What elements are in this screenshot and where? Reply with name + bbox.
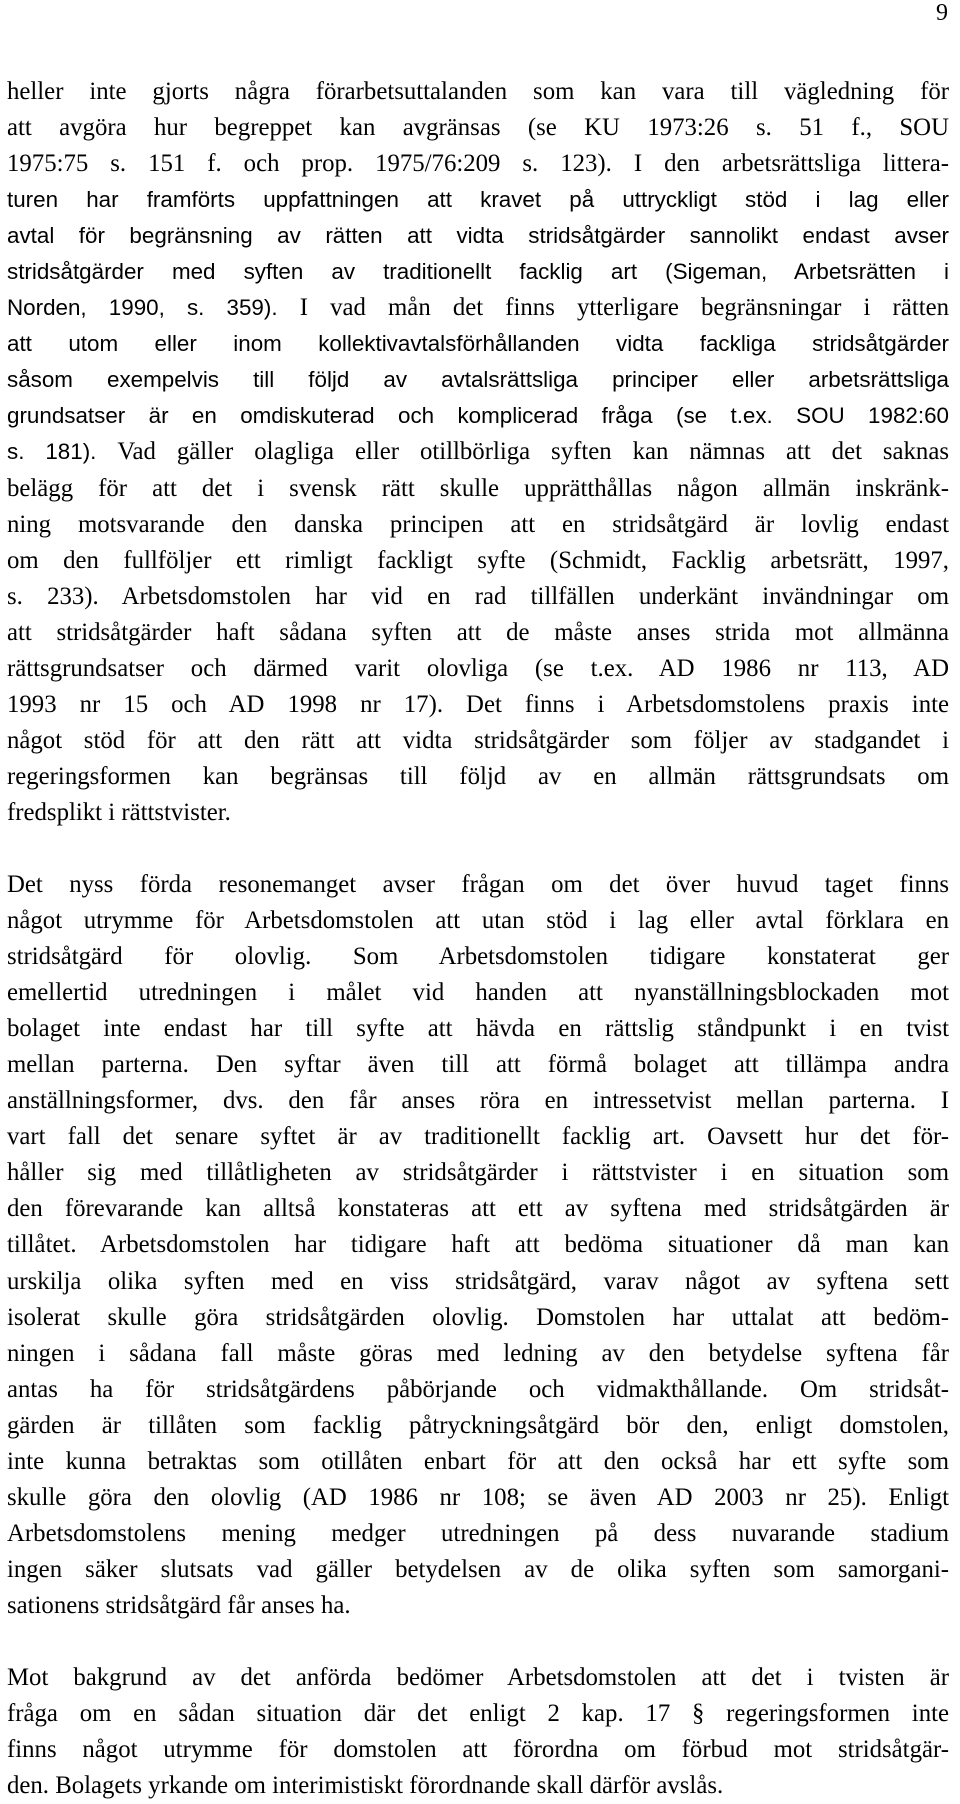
text-line: urskilja olika syften med en viss stridsåtgärd, varav något av syftena sett	[7, 1267, 949, 1295]
text-line: att utom eller inom kollektivavtalsförhållanden vidta fackliga stridsåtgärder	[7, 331, 949, 357]
text-line: bolaget inte endast har till syfte att hävda en rättslig ståndpunkt i en tvist	[7, 1015, 949, 1043]
text-line: Mot bakgrund av det anförda bedömer Arbetsdomstolen att det i tvisten är	[7, 1663, 949, 1691]
text-line: heller inte gjorts några förarbetsuttalanden som kan vara till vägledning för	[7, 78, 949, 105]
text-line: belägg för att det i svensk rätt skulle upprätthållas någon allmän inskränk-	[7, 474, 949, 502]
text-line: Arbetsdomstolens mening medger utredningen på dess nuvarande stadium	[7, 1519, 949, 1547]
text-line: gärden är tillåten som facklig påtryckningsåtgärd bör den, enligt domstolen,	[7, 1411, 949, 1439]
text-line: ning motsvarande den danska principen att en stridsåtgärd är lovlig endast	[7, 510, 949, 538]
text-line: mellan parterna. Den syftar även till att förmå bolaget att tillämpa andra	[7, 1051, 949, 1079]
text-line: att avgöra hur begreppet kan avgränsas (se KU 1973:26 s. 51 f., SOU	[7, 114, 949, 142]
paragraph-1	[7, 74, 949, 831]
text-segment: I den arbetsrättsliga littera-	[633, 150, 950, 178]
page-number: 9	[936, 0, 948, 26]
text-line: ningen i sådana fall måste göras med ledning av den betydelse syftena får	[7, 1339, 949, 1367]
text-line: avtal för begränsning av rätten att vidta stridsåtgärder sannolikt endast avser	[7, 223, 949, 249]
text-segment: Norden, 1990, s. 359).	[7, 295, 300, 321]
text-line: rättsgrundsatser och därmed varit olovliga (se t.ex. AD 1986 nr 113, AD	[7, 654, 949, 682]
text-line: den. Bolagets yrkande om interimistiskt förordnande skall därför avslås.	[7, 1772, 724, 1800]
paragraph-3	[7, 1660, 949, 1804]
text-line	[7, 290, 949, 326]
text-line: grundsatser är en omdiskuterad och komplicerad fråga (se t.ex. SOU 1982:60	[7, 403, 949, 429]
paragraph-gap	[7, 831, 949, 867]
text-line: håller sig med tillåtligheten av stridsåtgärder i rättstvister i en situation som	[7, 1159, 949, 1187]
text-line: anställningsformer, dvs. den får anses röra en intressetvist mellan parterna. I	[7, 1087, 949, 1115]
text-line: isolerat skulle göra stridsåtgärden olovlig. Domstolen har uttalat att bedöm-	[7, 1303, 949, 1331]
text-line: turen har framförts uppfattningen att kravet på uttryckligt stöd i lag eller	[7, 187, 949, 213]
text-line	[7, 434, 949, 470]
paragraph-2	[7, 867, 949, 1624]
text-line: stridsåtgärder med syften av traditionellt facklig art (Sigeman, Arbetsrätten i	[7, 259, 949, 285]
text-line: om den fullföljer ett rimligt fackligt syfte (Schmidt, Facklig arbetsrätt, 1997,	[7, 546, 949, 574]
text-line: stridsåtgärd för olovlig. Som Arbetsdomstolen tidigare konstaterat ger	[7, 943, 949, 971]
text-line: emellertid utredningen i målet vid handen att nyanställningsblockaden mot	[7, 979, 949, 1007]
text-line: fredsplikt i rättstvister.	[7, 798, 231, 826]
text-line: vart fall det senare syftet är av traditionellt facklig art. Oavsett hur det för-	[7, 1123, 949, 1151]
text-line: något stöd för att den rätt att vidta stridsåtgärder som följer av stadgandet i	[7, 726, 949, 754]
text-line: s. 233). Arbetsdomstolen har vid en rad tillfällen underkänt invändningar om	[7, 582, 949, 610]
text-line: tillåtet. Arbetsdomstolen har tidigare haft att bedöma situationer då man kan	[7, 1231, 949, 1259]
text-line: något utrymme för Arbetsdomstolen att utan stöd i lag eller avtal förklara en	[7, 907, 949, 935]
text-line: Det nyss förda resonemanget avser frågan om det över huvud taget finns	[7, 870, 949, 898]
text-line: inte kunna betraktas som otillåten enbart för att den också har ett syfte som	[7, 1447, 949, 1475]
text-line: regeringsformen kan begränsas till följd av en allmän rättsgrundsats om	[7, 762, 949, 790]
text-line: 1993 nr 15 och AD 1998 nr 17). Det finns i Arbetsdomstolens praxis inte	[7, 690, 949, 718]
text-segment: I vad mån det finns ytterligare begränsningar i rätten	[299, 294, 950, 322]
text-line: fråga om en sådan situation där det enligt 2 kap. 17 § regeringsformen inte	[7, 1700, 949, 1728]
paragraph-gap	[7, 1624, 949, 1660]
text-line: att stridsåtgärder haft sådana syften att de måste anses strida mot allmänna	[7, 618, 949, 646]
text-line: sationens stridsåtgärd får anses ha.	[7, 1591, 351, 1619]
text-line: skulle göra den olovlig (AD 1986 nr 108; se även AD 2003 nr 25). Enligt	[7, 1483, 949, 1511]
text-line: ingen säker slutsats vad gäller betydelsen av de olika syften som samorgani-	[7, 1555, 949, 1583]
text-segment: 1975:75 s. 151 f. och prop. 1975/76:209 s. 123).	[7, 150, 634, 178]
text-line: den förevarande kan alltså konstateras att ett av syftena med stridsåtgärden är	[7, 1195, 949, 1223]
text-line	[7, 146, 949, 182]
text-line: antas ha för stridsåtgärdens påbörjande och vidmakthållande. Om stridsåt-	[7, 1375, 949, 1403]
document-body	[7, 74, 949, 1804]
text-line: finns något utrymme för domstolen att förordna om förbud mot stridsåtgär-	[7, 1736, 949, 1764]
text-line: såsom exempelvis till följd av avtalsrättsliga principer eller arbetsrättsliga	[7, 367, 949, 393]
text-segment: Vad gäller olagliga eller otillbörliga syften kan nämnas att det saknas	[117, 438, 949, 466]
text-segment: s. 181).	[7, 439, 118, 465]
